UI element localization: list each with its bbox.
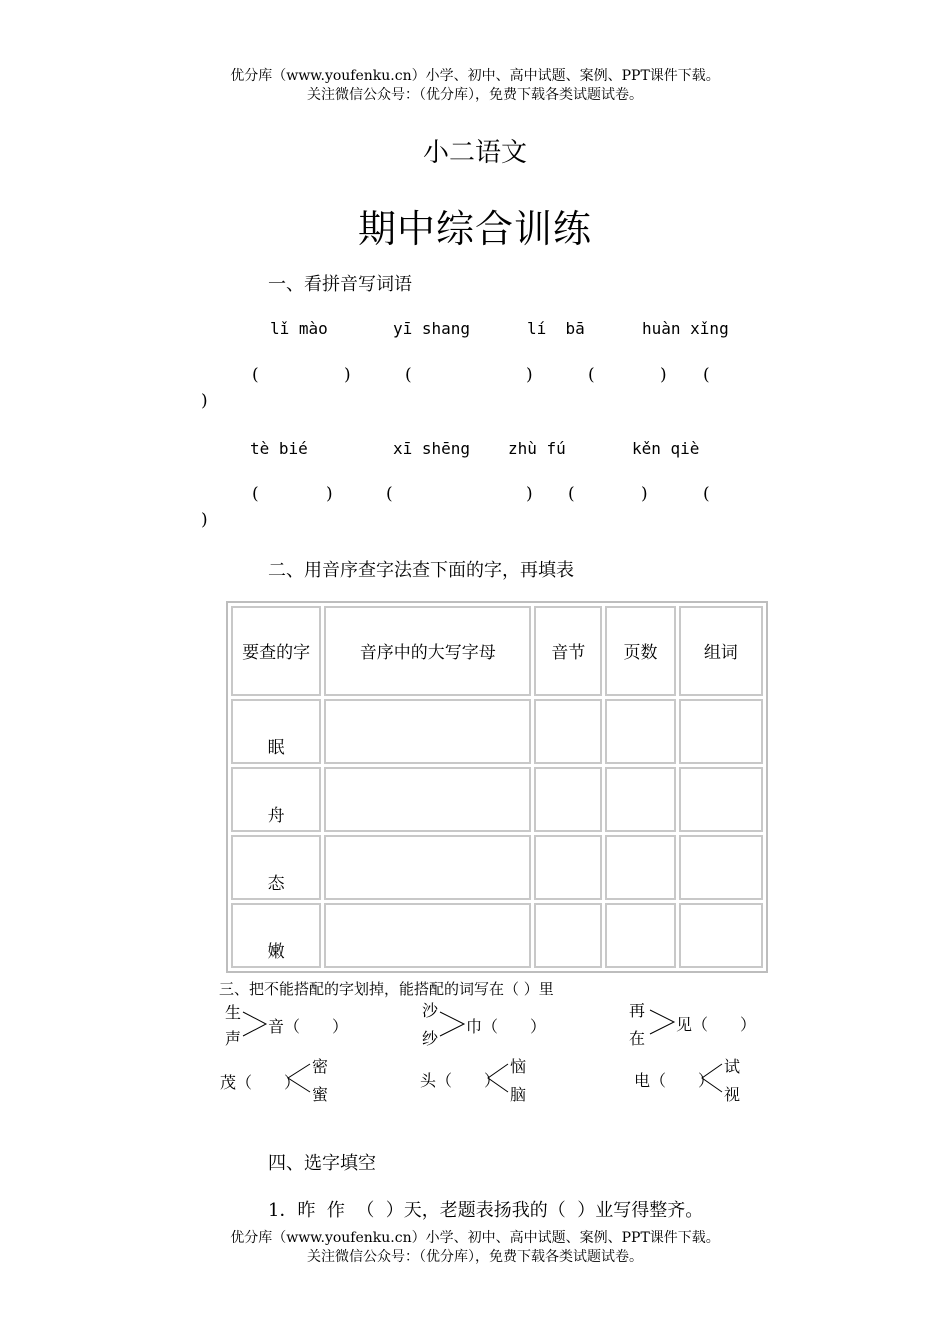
match-option: 沙	[422, 1001, 439, 1020]
answer-paren-close: )	[326, 484, 333, 504]
pinyin-item: xī shēng	[393, 439, 471, 458]
answer-paren-open: (	[703, 484, 710, 504]
answer-paren-close: )	[660, 365, 667, 385]
match-option: 脑	[510, 1085, 527, 1104]
section-4-heading: 四、选字填空	[268, 1153, 376, 1174]
answer-paren-close: )	[526, 365, 533, 385]
table-header-cell: 音节	[534, 606, 602, 696]
match-option: 蜜	[312, 1085, 329, 1104]
page-title: 期中综合训练	[357, 207, 592, 251]
match-option: 再	[629, 1001, 646, 1020]
match-option: 试	[724, 1057, 741, 1076]
answer-paren-close: )	[641, 484, 648, 504]
answer-paren-close: )	[526, 484, 533, 504]
answer-paren-open: (	[386, 484, 393, 504]
pinyin-item: zhù fú	[508, 439, 566, 458]
footer-line-2: 关注微信公众号：（优分库），免费下载各类试题试卷。	[307, 1249, 643, 1265]
match-target: 巾（ ）	[466, 1017, 547, 1036]
answer-paren-close: )	[201, 391, 208, 411]
section-1-heading: 一、看拼音写词语	[268, 274, 412, 295]
answer-paren-open: (	[252, 365, 259, 385]
match-lead: 茂（ ）	[220, 1073, 301, 1092]
pinyin-item: lí bā	[527, 319, 585, 338]
section-3-heading: 三、把不能搭配的字划掉，能搭配的词写在（ ）里	[219, 980, 554, 998]
match-target: 见（ ）	[676, 1015, 757, 1034]
pinyin-item: tè bié	[250, 439, 308, 458]
header-line-2: 关注微信公众号：（优分库），免费下载各类试题试卷。	[307, 87, 643, 103]
table-header-cell: 要查的字	[231, 606, 321, 696]
answer-paren-open: (	[568, 484, 575, 504]
answer-paren-close: )	[344, 365, 351, 385]
pinyin-item: huàn xǐng	[642, 319, 729, 338]
table-header-cell: 音序中的大写字母	[324, 606, 531, 696]
table-char-cell: 舟	[231, 767, 321, 832]
pinyin-item: lǐ mào	[270, 319, 328, 338]
match-option: 密	[312, 1057, 329, 1076]
table-header-cell: 页数	[605, 606, 675, 696]
match-lead: 头（ ）	[420, 1071, 501, 1090]
match-target: 音（ ）	[268, 1017, 349, 1036]
match-option: 恼	[510, 1057, 527, 1076]
pinyin-item: yī shang	[393, 319, 471, 338]
table-char-cell: 态	[231, 835, 321, 900]
footer-line-1: 优分库（www.youfenku.cn）小学、初中、高中试题、案例、PPT课件下载。	[230, 1230, 720, 1246]
answer-paren-open: (	[405, 365, 412, 385]
table-header-cell: 组词	[679, 606, 763, 696]
question-1: 1．昨 作 （ ）天，老题表扬我的（ ）业写得整齐。	[268, 1200, 704, 1221]
subject-title: 小二语文	[422, 138, 527, 168]
match-option: 视	[724, 1085, 741, 1104]
section-2-heading: 二、用音序查字法查下面的字，再填表	[268, 560, 574, 581]
match-lead: 电（ ）	[634, 1071, 715, 1090]
answer-paren-close: )	[201, 510, 208, 530]
table-char-cell: 嫩	[231, 903, 321, 968]
match-option: 纱	[422, 1029, 439, 1048]
connector-line	[440, 1012, 464, 1036]
connector-line	[650, 1010, 674, 1034]
pinyin-item: kěn qiè	[632, 439, 700, 458]
header-line-1: 优分库（www.youfenku.cn）小学、初中、高中试题、案例、PPT课件下载。	[230, 68, 720, 84]
connector-line	[243, 1012, 266, 1036]
match-option: 生	[225, 1003, 242, 1022]
answer-paren-open: (	[588, 365, 595, 385]
match-option: 声	[225, 1029, 242, 1048]
answer-paren-open: (	[703, 365, 710, 385]
match-option: 在	[629, 1029, 646, 1048]
table-char-cell: 眠	[231, 699, 321, 764]
answer-paren-open: (	[252, 484, 259, 504]
